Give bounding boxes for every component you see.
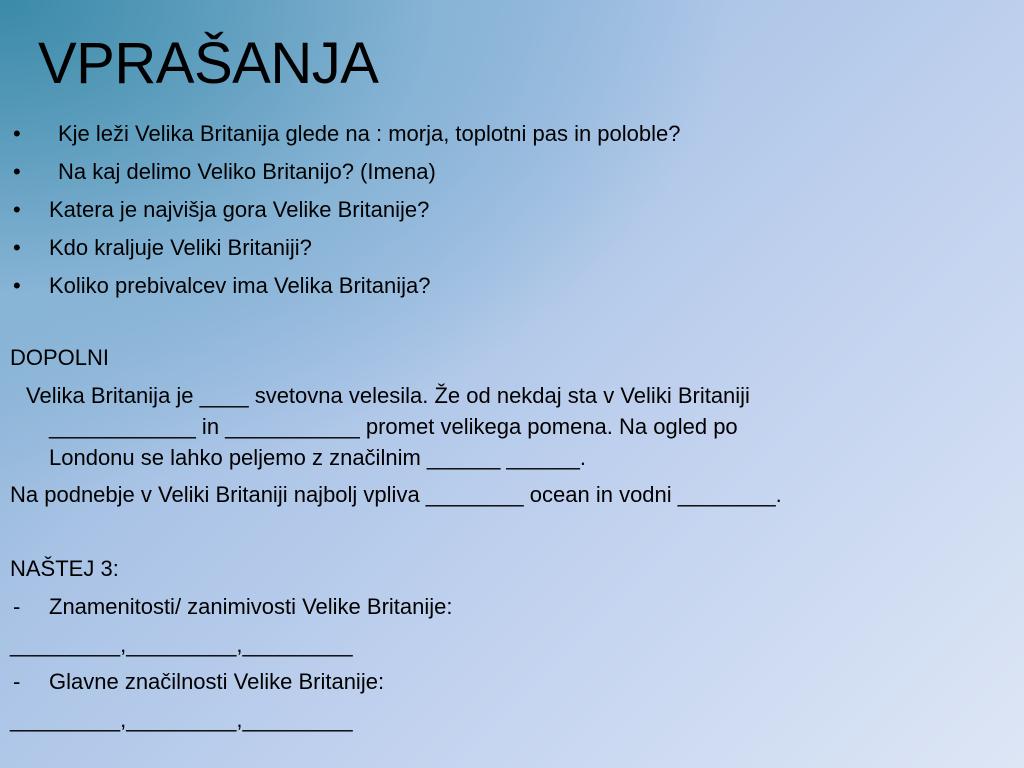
list-item — [0, 267, 1024, 305]
question-text: Koliko prebivalcev ima Velika Britanija? — [49, 273, 431, 298]
dopolni-line: Na podnebje v Veliki Britaniji najbolj vpliva ________ ocean in vodni ________. — [10, 482, 782, 507]
dash-icon: - — [13, 669, 21, 694]
bullet-icon: • — [13, 273, 21, 298]
list-item — [0, 229, 1024, 267]
bullet-icon: • — [13, 121, 21, 146]
question-text: Kje leži Velika Britanija glede na : morja, toplotni pas in poloble? — [58, 121, 681, 146]
dash-icon: - — [13, 594, 21, 619]
question-list — [0, 115, 1024, 305]
bullet-icon: • — [13, 159, 21, 184]
dopolni-line: Velika Britanija je ____ svetovna velesila. Že od nekdaj sta v Veliki Britaniji — [26, 383, 750, 408]
question-text: Na kaj delimo Veliko Britanijo? (Imena) — [58, 159, 436, 184]
nastej-item-label: Glavne značilnosti Velike Britanije: — [49, 669, 385, 694]
list-item — [0, 191, 1024, 229]
nastej-blanks: _________,_________,_________ — [10, 632, 353, 657]
question-text: Kdo kraljuje Veliki Britaniji? — [49, 235, 312, 260]
question-text: Katera je najvišja gora Velike Britanije? — [49, 197, 430, 222]
bullet-icon: • — [13, 235, 21, 260]
list-item — [0, 115, 1024, 153]
dopolni-heading: DOPOLNI — [10, 345, 110, 370]
bullet-icon: • — [13, 197, 21, 222]
nastej-heading: NAŠTEJ 3: — [10, 556, 119, 581]
dopolni-line: ____________ in ___________ promet velikega pomena. Na ogled po — [49, 414, 738, 439]
slide-title: VPRAŠANJA — [38, 31, 379, 96]
dopolni-line: Londonu se lahko peljemo z značilnim ______ ______. — [49, 445, 586, 470]
list-item — [0, 153, 1024, 191]
nastej-blanks: _________,_________,_________ — [10, 707, 353, 732]
nastej-item-label: Znamenitosti/ zanimivosti Velike Britanije: — [49, 594, 453, 619]
